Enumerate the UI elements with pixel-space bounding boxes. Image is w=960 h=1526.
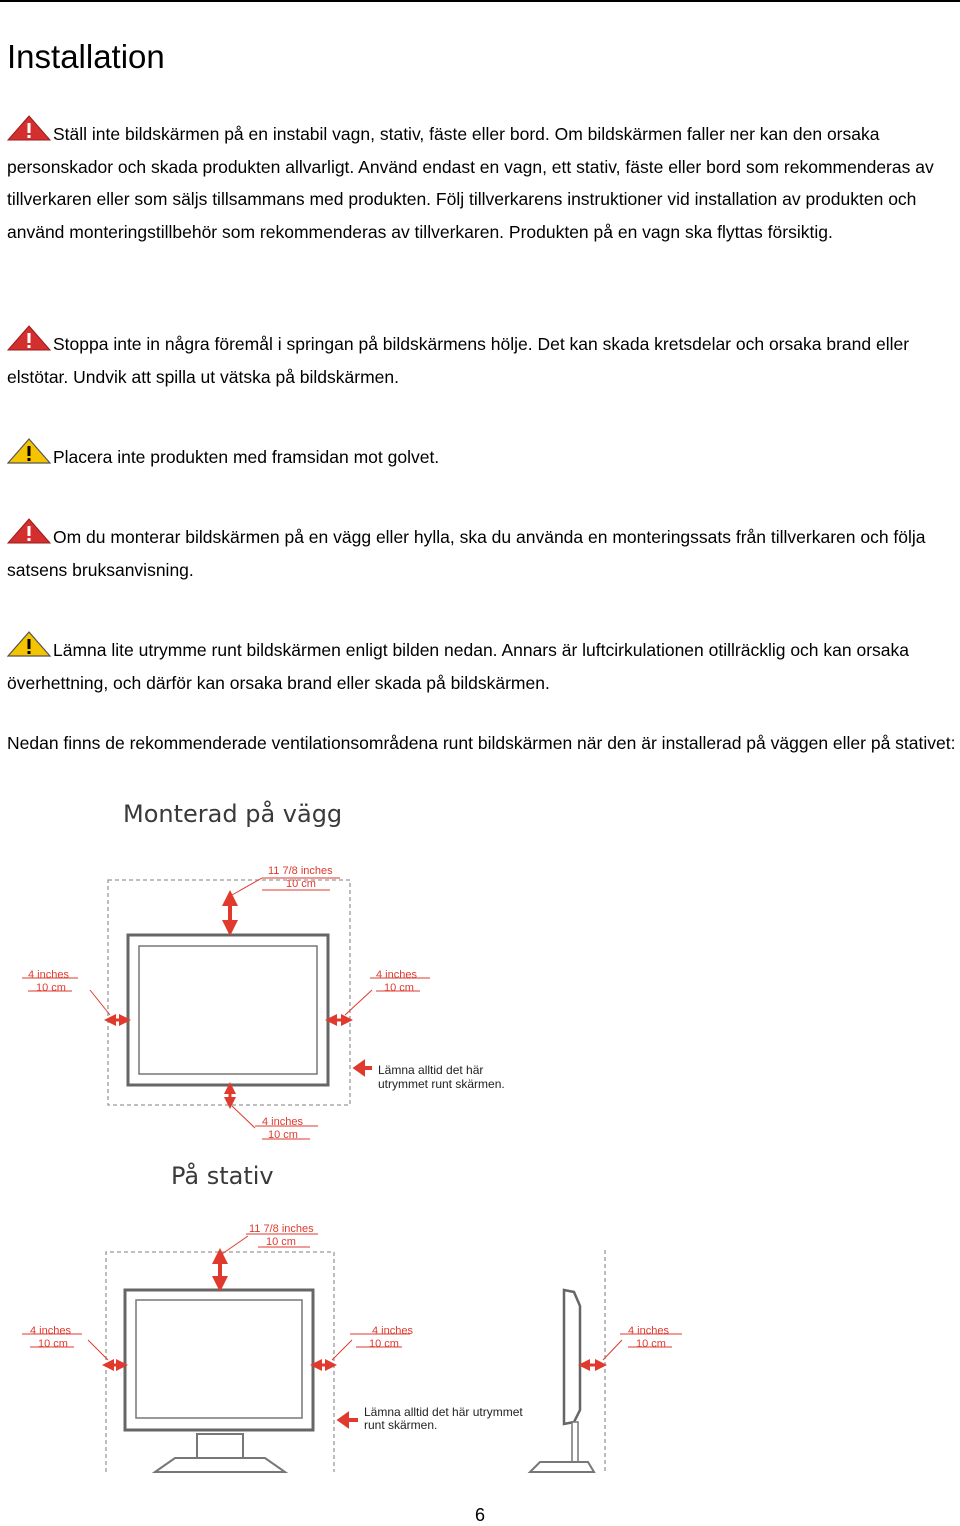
- front-stand-neck: [197, 1434, 243, 1460]
- bottom-dim-cm: 10 cm: [268, 1129, 298, 1141]
- warning-red-icon: [7, 114, 52, 142]
- side-dim-cm: 10 cm: [636, 1338, 666, 1350]
- top-dim-cm: 10 cm: [286, 878, 316, 890]
- front-monitor-screen: [136, 1300, 302, 1418]
- bottom-dim-inches: 4 inches: [262, 1116, 303, 1128]
- warning-text: Stoppa inte in några föremål i springan på bildskärmens hölje. Det kan skada kretsdelar och orsaka brand eller elstötar. Undvik att spilla ut vätska på bildskärmen.: [7, 334, 910, 387]
- stand-right-dim-cm: 10 cm: [369, 1338, 399, 1350]
- intro-paragraph: Nedan finns de rekommenderade ventilationsområdena runt bildskärmen när den är installerad på väggen eller på stativet:: [7, 733, 956, 753]
- warning-red-icon: [7, 517, 52, 545]
- wall-figure-title: Monterad på vägg: [123, 800, 343, 828]
- page-title: Installation: [7, 38, 165, 75]
- warning-paragraph-4: [7, 517, 957, 586]
- left-dim-inches: 4 inches: [28, 969, 69, 981]
- warning-paragraph-1: [7, 114, 957, 248]
- stand-figure-title: På stativ: [171, 1162, 274, 1190]
- wall-mount-clearance-diagram: [0, 850, 600, 1150]
- monitor-screen: [139, 946, 317, 1074]
- front-stand-base: [155, 1458, 285, 1472]
- warning-yellow-icon: [7, 630, 52, 658]
- side-stand-neck: [572, 1422, 578, 1462]
- side-dim-inches: 4 inches: [628, 1325, 669, 1337]
- right-dim-inches: 4 inches: [376, 969, 417, 981]
- warning-red-icon: [7, 324, 52, 352]
- stand-note-line1: Lämna alltid det här utrymmet: [364, 1405, 523, 1419]
- side-monitor-outline: [564, 1290, 580, 1424]
- top-dim-inches: 11 7/8 inches: [268, 865, 333, 877]
- wall-note-line1: Lämna alltid det här: [378, 1063, 484, 1077]
- warning-paragraph-3: [7, 437, 957, 474]
- stand-left-dim-inches: 4 inches: [30, 1325, 71, 1337]
- stand-left-dim-cm: 10 cm: [38, 1338, 68, 1350]
- warning-paragraph-2: [7, 324, 957, 393]
- page-number: 6: [474, 1505, 485, 1525]
- warning-text: Lämna lite utrymme runt bildskärmen enligt bilden nedan. Annars är luftcirkulationen otillräcklig och kan orsaka överhettning, och därför kan orsaka brand eller skada på bildskärmen.: [7, 640, 909, 693]
- stand-top-dim-inches: 11 7/8 inches: [249, 1223, 314, 1235]
- warning-text: Ställ inte bildskärmen på en instabil vagn, stativ, fäste eller bord. Om bildskärmen faller ner kan den orsaka personskador och skada produkten allvarligt. Använd endast en vagn, ett stativ, fäste eller bord som rekommenderas av tillverkaren eller som säljs tillsammans med produkten. Följ tillverkarens instruktioner vid installation av produkten och använd monteringstillbehör som rekommenderas av tillverkaren. Produkten på en vagn ska flyttas försiktig.: [7, 124, 934, 242]
- stand-note-arrow: [340, 1415, 358, 1425]
- warning-text: Om du monterar bildskärmen på en vägg eller hylla, ska du använda en monteringssats från tillverkaren och följa satsens bruksanvisning.: [7, 527, 926, 580]
- left-dim-cm: 10 cm: [36, 982, 66, 994]
- stand-clearance-diagram: [0, 1210, 720, 1500]
- note-arrow: [356, 1063, 372, 1073]
- warning-paragraph-5: [7, 630, 957, 699]
- right-dim-cm: 10 cm: [384, 982, 414, 994]
- stand-right-dim-inches: 4 inches: [372, 1325, 413, 1337]
- side-stand-base: [530, 1462, 594, 1472]
- warning-text: Placera inte produkten med framsidan mot golvet.: [53, 447, 440, 467]
- top-rule: [0, 0, 960, 2]
- stand-note-line2: runt skärmen.: [364, 1418, 438, 1432]
- warning-yellow-icon: [7, 437, 52, 465]
- stand-top-dim-cm: 10 cm: [266, 1236, 296, 1248]
- wall-note-line2: utrymmet runt skärmen.: [378, 1077, 505, 1091]
